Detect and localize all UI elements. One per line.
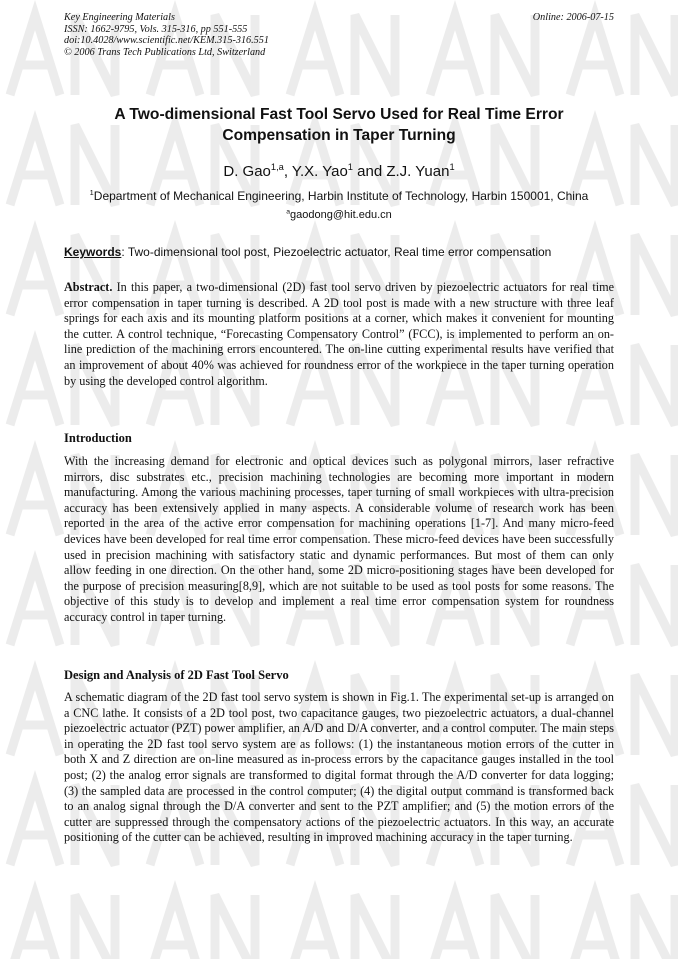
title-line-1: A Two-dimensional Fast Tool Servo Used for Real Time Error — [114, 106, 564, 123]
affiliation-text: Department of Mechanical Engineering, Harbin Institute of Technology, Harbin 150001, China — [93, 189, 589, 203]
online-date: Online: 2006-07-15 — [532, 12, 614, 23]
journal-header — [64, 12, 614, 58]
keywords — [64, 245, 618, 259]
author-2: , Y.X. Yao — [283, 163, 348, 180]
author-email — [0, 209, 678, 221]
copyright-line: © 2006 Trans Tech Publications Ltd, Switzerland — [64, 46, 266, 58]
abstract — [64, 280, 614, 389]
abstract-label: Abstract. — [64, 280, 113, 294]
introduction-heading: Introduction — [64, 431, 132, 445]
abstract-text: In this paper, a two-dimensional (2D) fast tool servo driven by piezoelectric actuators for real time error compensation in taper turning is described. A 2D tool post is made with a new structure with three leaf springs for each axis and its mounting platform positions at a corner, which makes it convenient for mounting the cutter. A control technique, “Forecasting Compensatory Control” (FCC), is implemented to perform an on-line prediction of the machining errors encountered. The on-line cutting experimental results have verified that an improvement of about 40% was achieved for roundness error of the workpiece in the taper turning operation by using the developed control algorithm. — [64, 280, 614, 388]
keywords-colon: : — [121, 245, 125, 259]
design-heading: Design and Analysis of 2D Fast Tool Servo — [64, 668, 289, 682]
author-1-affil: 1,a — [270, 162, 284, 172]
doi-line: doi:10.4028/www.scientific.net/KEM.315-316.551 — [64, 35, 269, 46]
keywords-label: Keywords — [64, 245, 122, 259]
author-3: and Z.J. Yuan — [352, 163, 450, 180]
introduction-text: With the increasing demand for electronic and optical devices such as polygonal mirrors, laser refractive mirrors, disc substrates etc., precision machining technologies are becoming more important in modern manufacturing. Among the various machining processes, taper turning of small workpieces with ultra-precision accuracy has been extensively applied in many aspects. A considerable volume of research work has been reported in the area of the active error compensation for machining operations [1-7]. And many micro-feed devices have been developed for real time error compensation. These micro-feed devices have been successfully used in precision machining with satisfactory static and dynamic performances. But most of them can only allow feeding in one direction. On the other hand, some 2D micro-positioning stages have been developed for the purpose of precision measuring[8,9], which are not suitable to be used as tool posts for some reasons. The objective of this study is to develop and implement a real time error compensation system for roundness accuracy control in taper turning. — [64, 454, 614, 624]
author-list — [0, 163, 678, 180]
title-line-2: Compensation in Taper Turning — [222, 127, 456, 144]
keywords-text: Two-dimensional tool post, Piezoelectric actuator, Real time error compensation — [124, 245, 552, 259]
journal-name: Key Engineering Materials — [64, 12, 175, 23]
affiliation — [0, 189, 678, 203]
email-text: gaodong@hit.edu.cn — [290, 209, 392, 221]
design-text: A schematic diagram of the 2D fast tool servo system is shown in Fig.1. The experimental set-up is arranged on a CNC lathe. It consists of a 2D tool post, two capacitance gauges, two piezoelectric actuators, a dual-channel piezoelectric actuator (PZT) power amplifier, an A/D and D/A converter, and a control computer. The main steps in operating the 2D fast tool servo system are as follows: (1) the instantaneous motion errors of the cutter in both X and Z direction are on-line measured as in-process errors by the capacitance gauges installed in the tool post; (2) the analog error signals are transformed to digital format through the A/D converter for data logging; (3) the sampled data are processed in the control computer; (4) the digital output command is transformed back to an analog signal through the D/A converter and sent to the PZT amplifier; and (5) the motion errors of the cutter are suppressed through the compensatory actions of the piezoelectric actuators. In this way, an accurate positioning of the cutter can be achieved, resulting in improved machining accuracy in the taper turning. — [64, 690, 614, 845]
issn-line: ISSN: 1662-9795, Vols. 315-316, pp 551-555 — [64, 23, 248, 35]
email-marker: a — [286, 208, 291, 216]
author-1: D. Gao — [223, 163, 271, 180]
affiliation-marker: 1 — [89, 188, 94, 197]
paper-title — [40, 104, 638, 146]
author-2-affil: 1 — [347, 162, 353, 172]
author-3-affil: 1 — [449, 162, 455, 172]
